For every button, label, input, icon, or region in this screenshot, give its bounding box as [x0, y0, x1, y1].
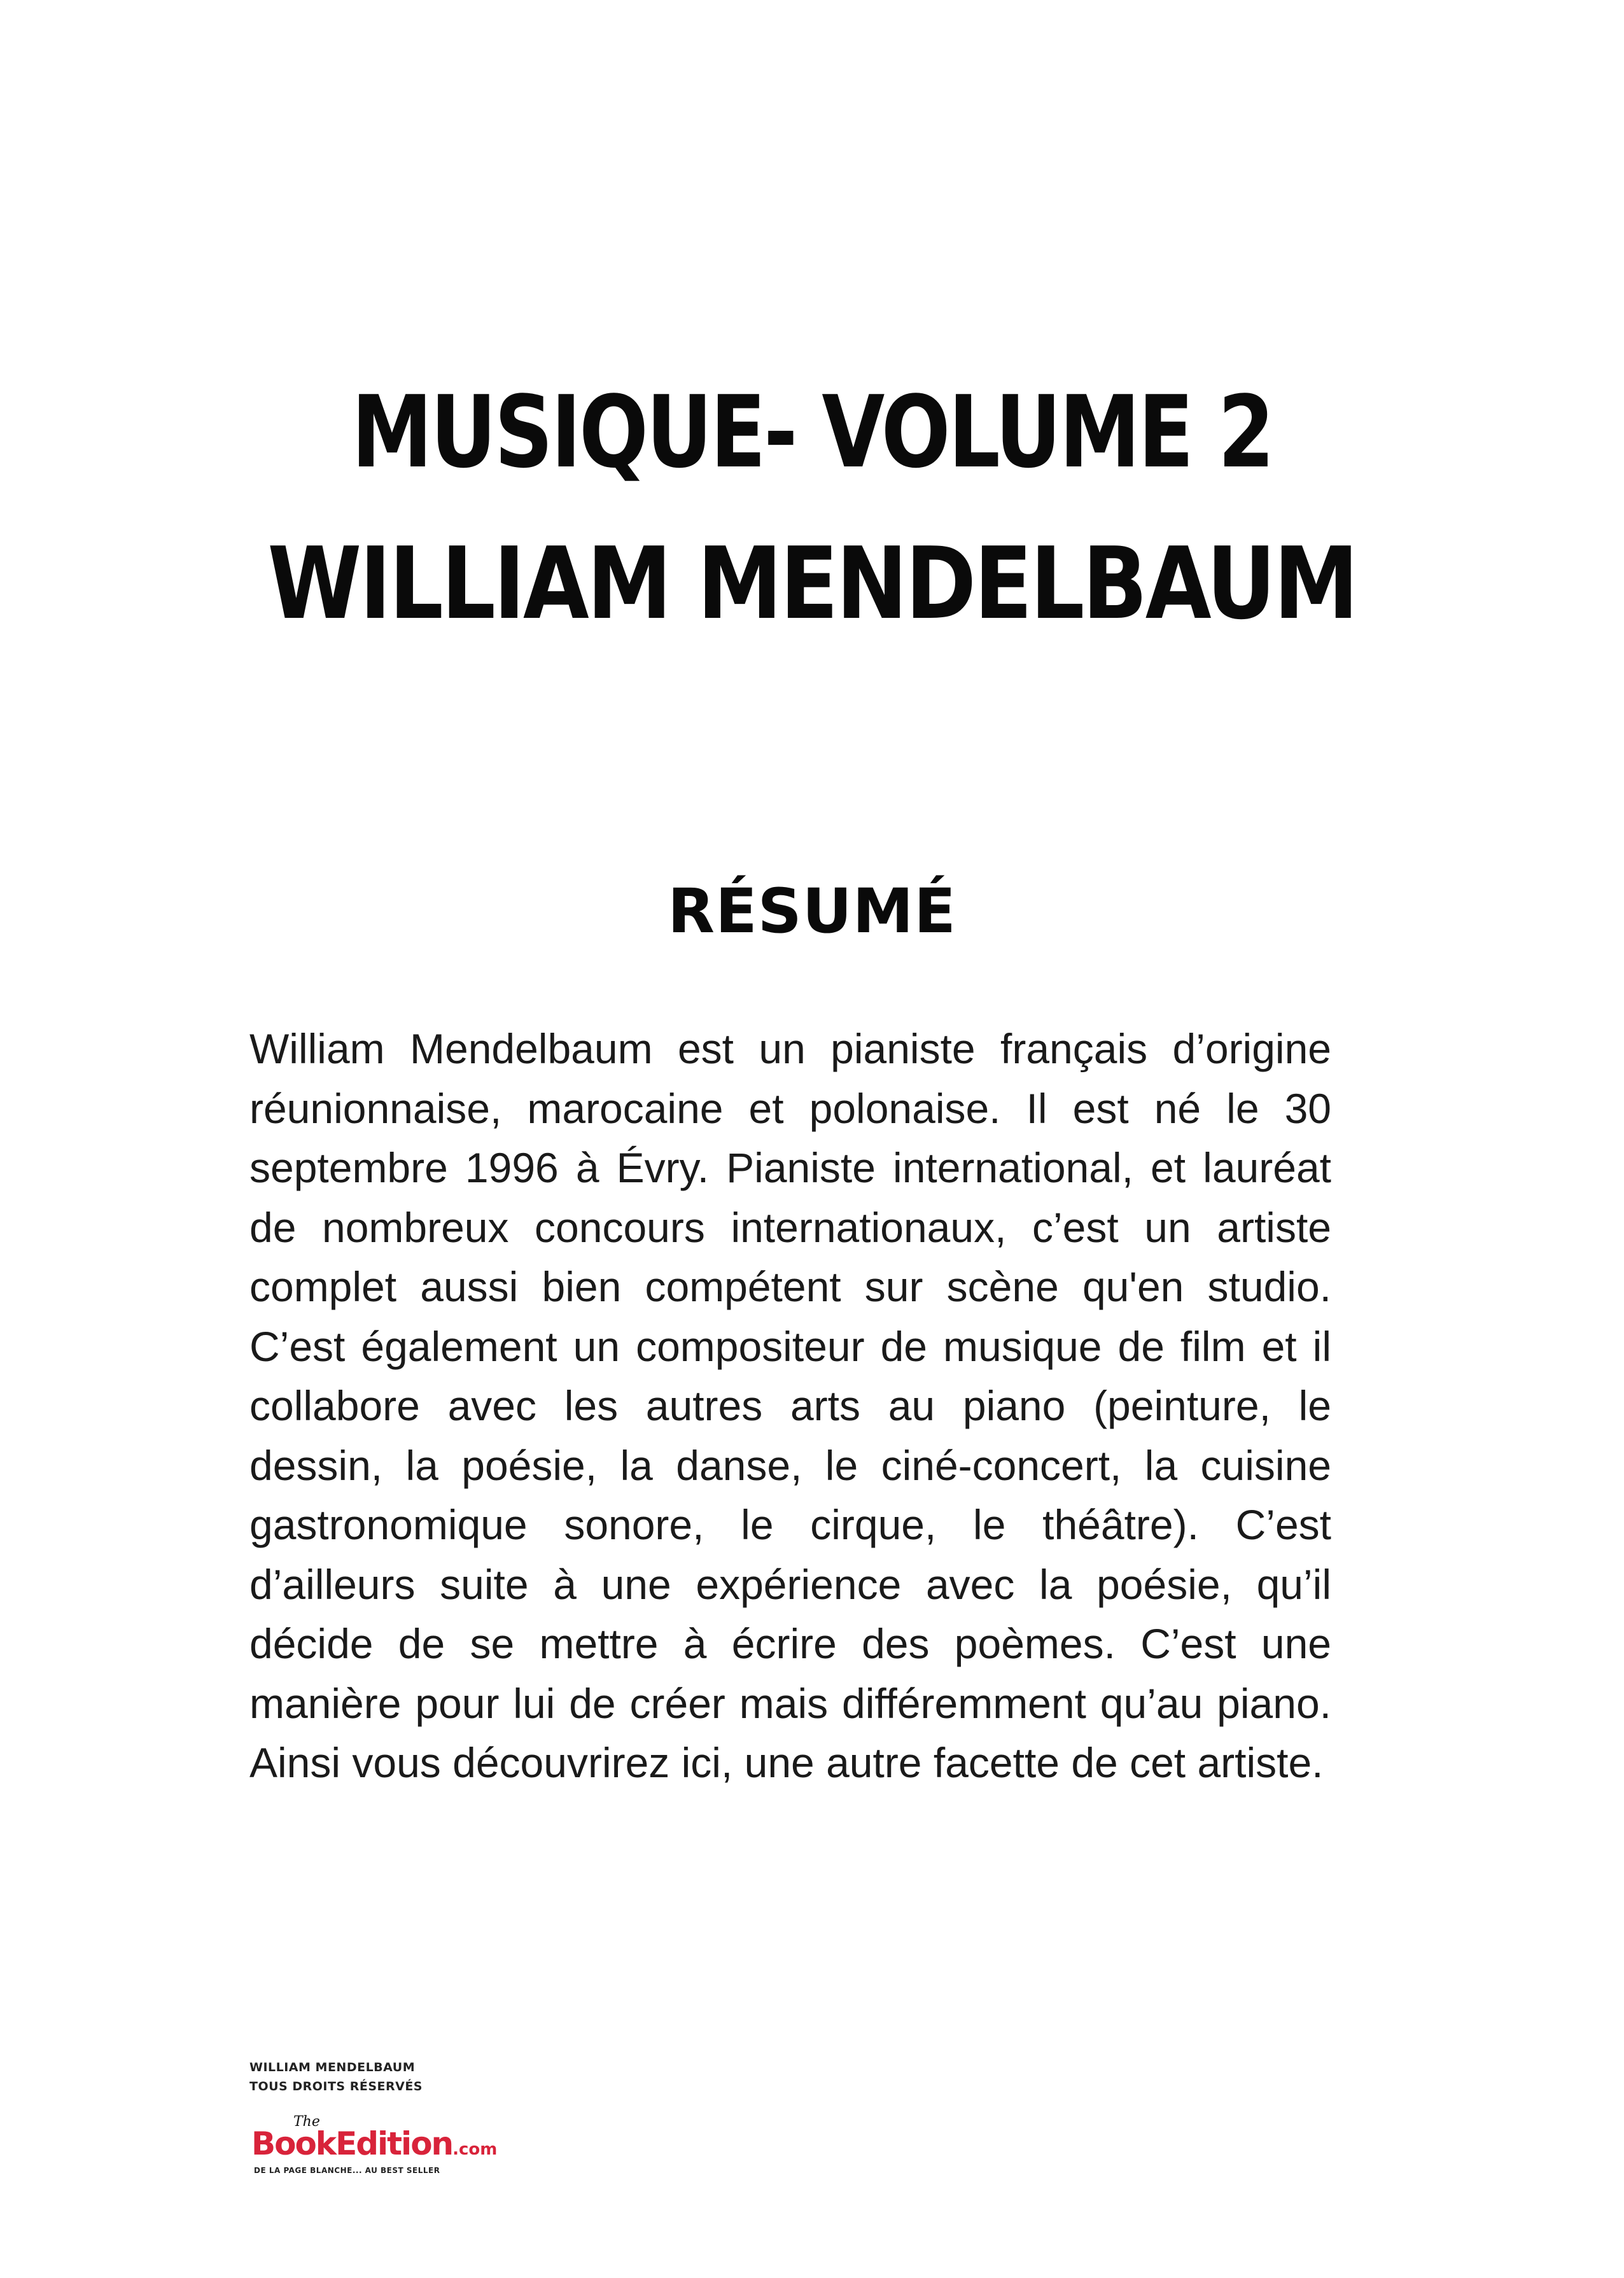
summary-heading: RÉSUMÉ	[668, 876, 956, 947]
footer-rights: TOUS DROITS RÉSERVÉS	[249, 2079, 423, 2093]
bookedition-logo	[251, 2114, 498, 2184]
title-line-volume: MUSIQUE- VOLUME 2	[351, 374, 1273, 490]
summary-text: William Mendelbaum est un pianiste français d’origine réunionnaise, marocaine et polonaise. Il est né le 30 septembre 1996 à Évry. Pianiste international, et lauréat de nombreux concours internationaux, c’est un artiste complet aussi bien compétent sur scène qu'en studio. C’est également un compositeur de musique de film et il collabore avec les autres arts au piano (peinture, le dessin, la poésie, la danse, le ciné-concert, la cuisine gastronomique sonore, le cirque, le théâtre). C’est d’ailleurs suite à une expérience avec la poésie, qu’il décide de se mettre à écrire des poèmes. C’est une manière pour lui de créer mais différemment qu’au piano. Ainsi vous découvrirez ici, une autre facette de cet artiste.	[249, 1025, 1331, 1786]
footer-author: WILLIAM MENDELBAUM	[249, 2060, 416, 2074]
copyright-footer	[249, 2058, 423, 2096]
logo-name: BookEdition	[251, 2125, 453, 2162]
logo-suffix: .com	[452, 2140, 498, 2159]
logo-tagline: DE LA PAGE BLANCHE... AU BEST SELLER	[254, 2166, 440, 2175]
title-line-author: WILLIAM MENDELBAUM	[267, 526, 1357, 641]
book-title	[0, 356, 1624, 659]
logo-wordmark	[251, 2125, 497, 2162]
logo-the-text: The	[293, 2114, 320, 2130]
